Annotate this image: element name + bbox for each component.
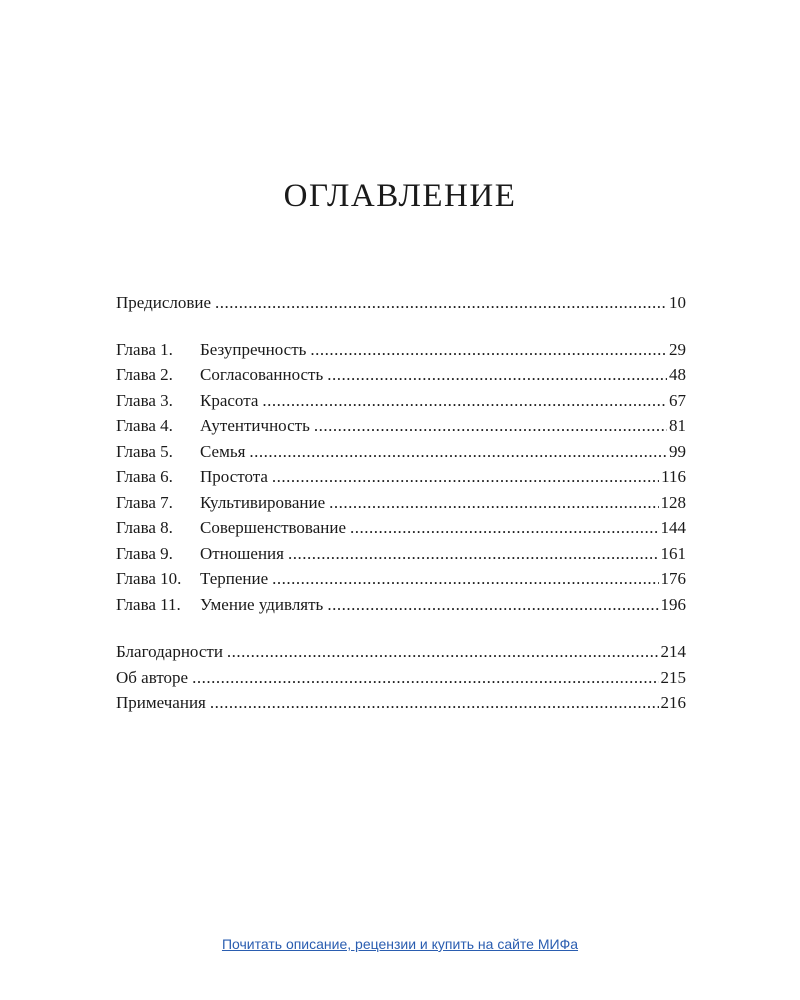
toc-heading: ОГЛАВЛЕНИЕ [283,178,517,214]
toc-entry-title: Аутентичность [200,416,310,435]
toc-dot-leader [227,639,659,665]
toc-dot-leader [327,592,658,618]
toc-chapter-label: Глава 8. [116,518,173,537]
toc-chapter-label: Глава 2. [116,365,173,384]
toc-chapter-label: Глава 1. [116,339,173,359]
toc-entry-preface [116,290,686,316]
toc-entry-title: Отношения [200,543,284,563]
toc-entry-page: 196 [660,594,686,614]
toc-chapter-label: Глава 9. [116,543,173,563]
toc-dot-leader [215,290,667,316]
toc-entry-title: Красота [200,390,259,410]
toc-dot-leader [327,362,667,388]
toc-dot-leader [192,665,658,691]
toc-chapter-label: Глава 4. [116,416,173,435]
toc-entry-page: 99 [669,441,686,461]
toc-dot-leader [272,464,659,490]
toc-entry-title: Совершенствование [200,518,347,537]
toc-entry-title: Об авторе [116,667,189,687]
toc-entry-chapter-10 [116,566,686,592]
toc-back-matter [116,639,686,716]
toc-entry-title: Культивирование [200,492,326,512]
toc-entry-chapter-6 [116,464,686,490]
toc-entry-about-author [116,665,686,691]
toc-chapter-label: Глава 6. [116,467,173,486]
toc-chapter-label: Глава 11. [116,594,181,614]
toc-entry-page: 176 [660,569,686,588]
toc-dot-leader [310,337,667,363]
toc-entry-acknowledgements [116,639,686,665]
toc-entry-title: Предисловие [116,293,212,312]
toc-chapter-label: Глава 7. [116,492,173,512]
toc-entry-chapter-1 [116,337,686,363]
toc-entry-page: 214 [660,642,686,661]
toc-entry-title: Примечания [116,693,206,712]
toc-entry-chapter-8 [116,515,686,541]
toc-entry-page: 116 [661,467,686,486]
toc-entry-chapter-4 [116,413,686,439]
toc-dot-leader [210,690,659,716]
toc-entry-chapter-3 [116,388,686,414]
toc-entry-title: Семья [200,441,246,461]
toc-chapter-label: Глава 10. [116,569,182,588]
toc-dot-leader [288,541,659,567]
toc-entry-page: 161 [660,543,686,563]
toc-entry-page: 48 [669,365,686,384]
toc-chapter-label: Глава 3. [116,390,173,410]
toc-entry-title: Умение удивлять [200,594,324,614]
toc-entry-notes [116,690,686,716]
toc-chapters [116,337,686,618]
toc-entry-page: 10 [669,293,686,312]
toc-dot-leader [350,515,658,541]
toc-entry-chapter-9 [116,541,686,567]
toc-dot-leader [329,490,658,516]
toc-entry-chapter-5 [116,439,686,465]
toc-entry-title: Безупречность [200,339,307,359]
toc-entry-title: Терпение [200,569,269,588]
toc-dot-leader [262,388,667,414]
toc-dot-leader [314,413,667,439]
toc-entry-chapter-7 [116,490,686,516]
toc-entry-chapter-2 [116,362,686,388]
toc-entry-chapter-11 [116,592,686,618]
toc-entry-page: 215 [660,667,686,687]
table-of-contents [116,290,686,716]
toc-entry-page: 128 [660,492,686,512]
toc-front-matter [116,290,686,316]
toc-entry-page: 216 [660,693,686,712]
toc-dot-leader [272,566,658,592]
toc-entry-page: 67 [669,390,686,410]
toc-entry-page: 144 [660,518,686,537]
toc-entry-page: 81 [669,416,686,435]
toc-entry-title: Простота [200,467,268,486]
publisher-site-link[interactable]: Почитать описание, рецензии и купить на сайте МИФа [221,936,579,952]
toc-entry-page: 29 [669,339,686,359]
toc-chapter-label: Глава 5. [116,441,173,461]
toc-dot-leader [249,439,667,465]
toc-entry-title: Благодарности [116,642,223,661]
toc-entry-title: Согласованность [200,365,324,384]
